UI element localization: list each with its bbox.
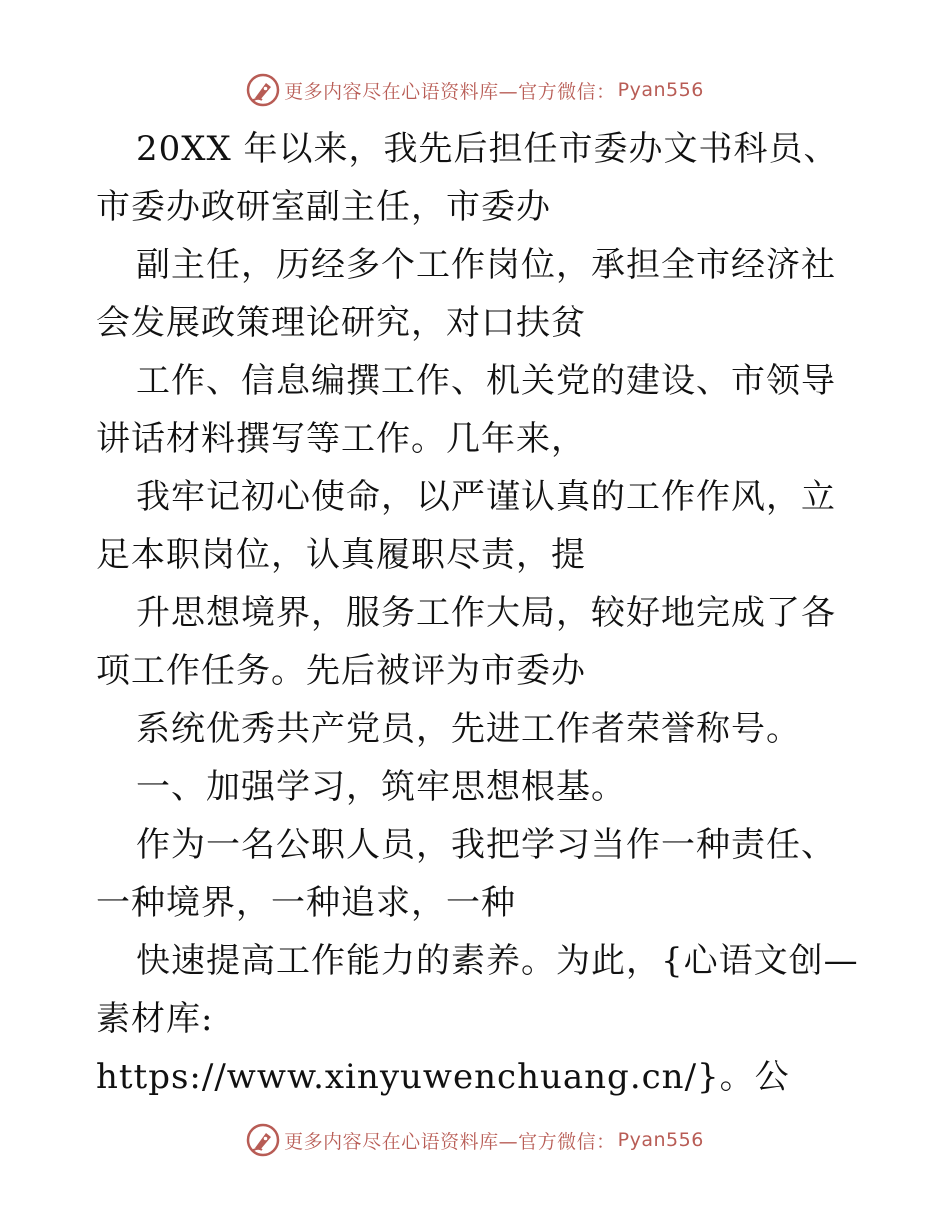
body-paragraph: 升思想境界，服务工作大局，较好地完成了各项工作任务。先后被评为市委办 [96, 593, 836, 691]
document-body [96, 120, 866, 1106]
watermark-text: 更多内容尽在心语资料库—官方微信： [284, 1130, 616, 1153]
body-paragraph: 作为一名公职人员，我把学习当作一种责任、一种境界，一种追求，一种 [96, 825, 836, 923]
body-paragraph: 我牢记初心使命，以严谨认真的工作作风，立足本职岗位，认真履职尽责，提 [96, 477, 836, 575]
wechat-id: Pyan556 [617, 79, 704, 101]
header-watermark-banner [0, 70, 950, 110]
watermark-text: 更多内容尽在心语资料库—官方微信： [284, 80, 616, 103]
body-paragraph: 20XX 年以来，我先后担任市委办文书科员、市委办政研室副主任，市委办 [96, 129, 839, 227]
pen-nib-logo-icon [246, 73, 280, 107]
body-paragraph: 副主任，历经多个工作岗位，承担全市经济社会发展政策理论研究，对口扶贫 [96, 245, 836, 343]
body-paragraph: 工作、信息编撰工作、机关党的建设、市领导讲话材料撰写等工作。几年来， [96, 361, 836, 459]
wechat-id: Pyan556 [617, 1129, 704, 1151]
pen-nib-logo-icon [246, 1123, 280, 1157]
body-paragraph: 系统优秀共产党员，先进工作者荣誉称号。 [136, 709, 801, 749]
footer-watermark-banner [0, 1120, 950, 1160]
section-heading: 一、加强学习，筑牢思想根基。 [136, 767, 626, 807]
body-paragraph: 快速提高工作能力的素养。为此，{心语文创—素材库: https://www.xinyuwenchuang.cn/}。公 [96, 941, 859, 1097]
